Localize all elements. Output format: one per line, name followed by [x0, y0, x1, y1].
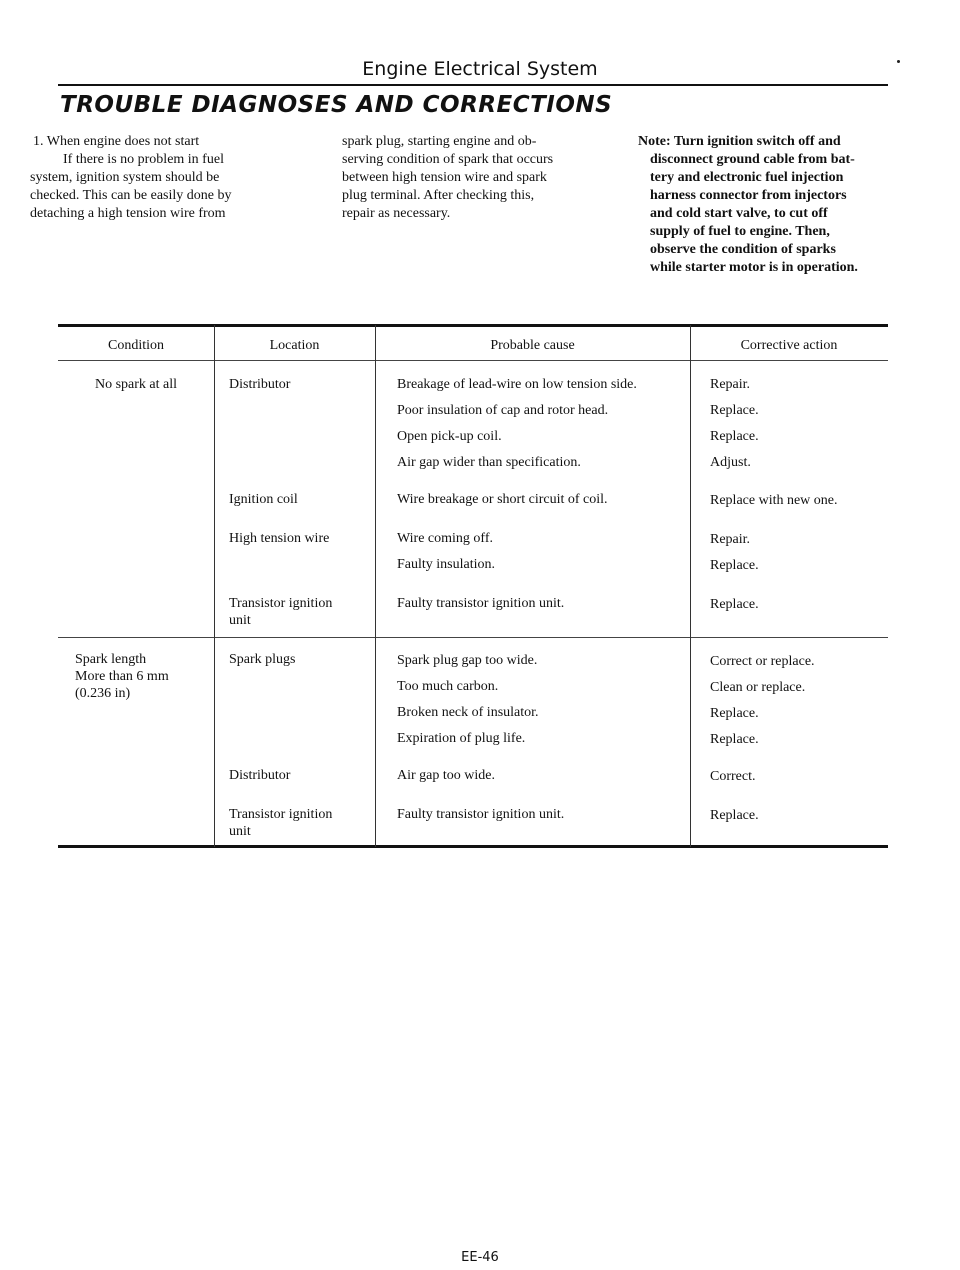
intro-text-line: If there is no problem in fuel [63, 152, 224, 167]
table-action-cell: Adjust. [710, 455, 751, 470]
table-cause-cell: Wire breakage or short circuit of coil. [397, 492, 608, 507]
table-location-cell [229, 595, 332, 629]
note-line: Note: Turn ignition switch off and [638, 134, 841, 149]
note-line: tery and electronic fuel injection [650, 170, 844, 185]
table-cause-cell: Wire coming off. [397, 531, 493, 546]
table-action-cell: Correct or replace. [710, 654, 815, 669]
table-cause-cell: Open pick-up coil. [397, 429, 502, 444]
intro-text-line: plug terminal. After checking this, [342, 188, 535, 203]
condition-text: No spark at all [94, 377, 178, 392]
intro-text-line: 1. When engine does not start [33, 134, 200, 149]
table-cause-cell: Faulty transistor ignition unit. [397, 807, 565, 822]
table-column-divider [690, 325, 691, 847]
table-cause-cell: Air gap too wide. [397, 768, 495, 783]
table-action-cell: Replace. [710, 706, 759, 721]
table-action-cell: Replace. [710, 403, 759, 418]
note-line: supply of fuel to engine. Then, [650, 224, 830, 239]
table-action-cell: Repair. [710, 377, 751, 392]
table-condition-cell [75, 651, 214, 702]
table-cause-cell: Air gap wider than specification. [397, 455, 581, 470]
intro-column-1 [30, 133, 308, 223]
location-text: Transistor ignition [229, 807, 333, 822]
note-line: harness connector from injectors [650, 188, 847, 203]
table-cause-cell: Poor insulation of cap and rotor head. [397, 403, 609, 418]
table-column-divider [375, 325, 376, 847]
table-location-cell: Spark plugs [229, 652, 296, 667]
table-header-rule [58, 360, 888, 361]
table-location-cell: High tension wire [229, 531, 330, 546]
table-top-rule [58, 324, 888, 327]
table-header-condition: Condition [107, 338, 164, 353]
table-action-cell: Replace. [710, 597, 759, 612]
table-header-probable-cause: Probable cause [490, 338, 575, 353]
location-text: Transistor ignition [229, 596, 333, 611]
table-cause-cell: Faulty insulation. [397, 557, 495, 572]
table-action-cell: Replace. [710, 808, 759, 823]
note-line: and cold start valve, to cut off [650, 206, 828, 221]
table-header-location: Location [269, 338, 320, 353]
page-number: EE-46 [461, 1250, 499, 1265]
condition-text: (0.236 in) [75, 686, 131, 701]
header-rule [58, 84, 888, 86]
table-location-cell: Distributor [229, 768, 291, 783]
table-condition-cell [58, 376, 214, 393]
intro-text-line: repair as necessary. [342, 206, 451, 221]
table-header-corrective-action: Corrective action [740, 338, 838, 353]
table-section-rule [58, 637, 888, 638]
condition-text: Spark length [75, 652, 147, 667]
table-column-divider [214, 325, 215, 847]
table-location-cell: Distributor [229, 377, 291, 392]
table-action-cell: Replace. [710, 429, 759, 444]
table-cause-cell: Spark plug gap too wide. [397, 653, 538, 668]
table-location-cell: Ignition coil [229, 492, 298, 507]
location-text: unit [229, 613, 251, 628]
table-action-cell: Clean or replace. [710, 680, 806, 695]
table-action-cell: Replace. [710, 732, 759, 747]
table-action-cell: Replace. [710, 558, 759, 573]
intro-column-2 [342, 133, 600, 223]
location-text: unit [229, 824, 251, 839]
table-cause-cell: Too much carbon. [397, 679, 499, 694]
table-location-cell [229, 806, 332, 840]
condition-text: More than 6 mm [75, 669, 169, 684]
page-header: Engine Electrical System [362, 58, 598, 80]
table-action-cell: Correct. [710, 769, 756, 784]
intro-text-line: system, ignition system should be [30, 170, 220, 185]
intro-text-line: detaching a high tension wire from [30, 206, 226, 221]
table-cause-cell: Broken neck of insulator. [397, 705, 539, 720]
note-line: observe the condition of sparks [650, 242, 836, 257]
intro-text-line: spark plug, starting engine and ob- [342, 134, 537, 149]
note-column [638, 133, 886, 277]
table-action-cell: Replace with new one. [710, 493, 838, 508]
table-cause-cell: Faulty transistor ignition unit. [397, 596, 565, 611]
intro-text-line: checked. This can be easily done by [30, 188, 232, 203]
section-title: TROUBLE DIAGNOSES AND CORRECTIONS [60, 92, 613, 118]
intro-text-line: between high tension wire and spark [342, 170, 547, 185]
table-bottom-rule [58, 845, 888, 848]
table-action-cell: Repair. [710, 532, 751, 547]
intro-text-line: serving condition of spark that occurs [342, 152, 554, 167]
table-cause-cell: Expiration of plug life. [397, 731, 526, 746]
table-cause-cell: Breakage of lead-wire on low tension side. [397, 377, 637, 392]
note-line: disconnect ground cable from bat- [650, 152, 855, 167]
note-line: while starter motor is in operation. [650, 260, 858, 275]
scan-speck [897, 60, 900, 63]
